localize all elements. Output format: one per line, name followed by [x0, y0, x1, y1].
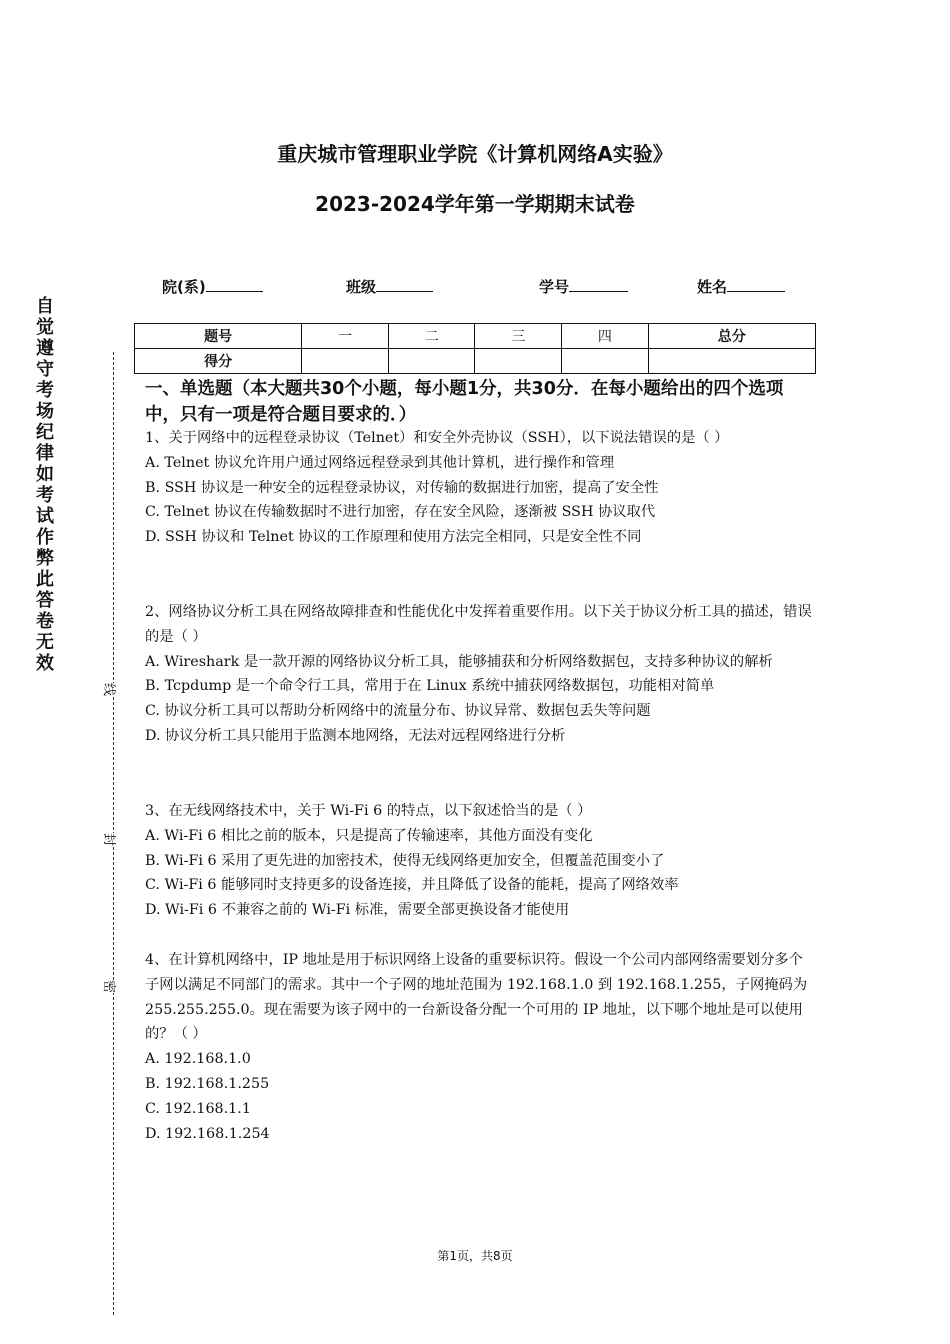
- score-cell[interactable]: [648, 349, 815, 374]
- department-field: [162, 276, 263, 297]
- notice-char: 遵: [36, 338, 54, 359]
- question-stem: 2、网络协议分析工具在网络故障排查和性能优化中发挥着重要作用。以下关于协议分析工具的描述，错误的是（ ）: [145, 604, 812, 645]
- name-label: 姓名: [697, 278, 728, 296]
- question-4: [145, 948, 815, 1146]
- option-d[interactable]: D. 192.168.1.254: [145, 1125, 270, 1142]
- exam-title-line1: 重庆城市管理职业学院《计算机网络A实验》: [277, 142, 673, 166]
- score-table-header-row: [135, 324, 816, 349]
- option-a[interactable]: A. 192.168.1.0: [145, 1051, 251, 1068]
- score-cell[interactable]: [388, 349, 475, 374]
- option-a[interactable]: A. Wi-Fi 6 相比之前的版本，只是提高了传输速率，其他方面没有变化: [145, 827, 593, 844]
- question-stem: 3、在无线网络技术中，关于 Wi-Fi 6 的特点，以下叙述恰当的是（ ）: [145, 803, 592, 819]
- question-1: [145, 426, 815, 550]
- department-blank[interactable]: [206, 277, 263, 292]
- notice-char: 效: [36, 653, 54, 674]
- option-d[interactable]: D. Wi-Fi 6 不兼容之前的 Wi-Fi 标准，需要全部更换设备才能使用: [145, 902, 570, 919]
- notice-char: 场: [36, 401, 54, 422]
- option-b[interactable]: B. SSH 协议是一种安全的远程登录协议，对传输的数据进行加密，提高了安全性: [145, 479, 659, 496]
- notice-char: 考: [36, 485, 54, 506]
- page-footer: 第1页，共8页: [437, 1249, 513, 1263]
- option-c[interactable]: C. 192.168.1.1: [145, 1100, 251, 1117]
- score-header-cell: 题号: [135, 324, 302, 349]
- student-id-field: [539, 276, 628, 297]
- notice-char: 试: [36, 506, 54, 527]
- notice-char: 考: [36, 380, 54, 401]
- option-d[interactable]: D. SSH 协议和 Telnet 协议的工作原理和使用方法完全相同，只是安全性不同: [145, 529, 642, 546]
- notice-char: 无: [36, 632, 54, 653]
- integrity-notice: [32, 296, 58, 674]
- notice-char: 觉: [36, 317, 54, 338]
- notice-char: 纪: [36, 422, 54, 443]
- notice-char: 此: [36, 569, 54, 590]
- student-id-label: 学号: [539, 278, 570, 296]
- name-field: [697, 276, 785, 297]
- cut-label-seal: 封: [99, 833, 122, 846]
- notice-char: 律: [36, 443, 54, 464]
- question-stem: 4、在计算机网络中，IP 地址是用于标识网络上设备的重要标识符。假设一个公司内部网络需要划分多个子网以满足不同部门的需求。其中一个子网的地址范围为 192.168.1.0 到 192.168.1.255，子网掩码为 255.255.255.0。现在需要为该子网中的一台新设备分配一个可用的 IP 地址，以下哪个地址是可以使用的？（ ）: [145, 952, 808, 1043]
- score-cell[interactable]: [562, 349, 649, 374]
- student-id-blank[interactable]: [569, 277, 628, 292]
- name-blank[interactable]: [727, 277, 785, 292]
- score-row-label: 得分: [135, 349, 302, 374]
- notice-char: 卷: [36, 611, 54, 632]
- class-field: [346, 276, 433, 297]
- score-header-cell: 二: [388, 324, 475, 349]
- exam-title-line2: 2023-2024学年第一学期期末试卷: [315, 192, 635, 216]
- cut-label-secret: 密: [99, 980, 122, 993]
- notice-char: 作: [36, 527, 54, 548]
- notice-char: 如: [36, 464, 54, 485]
- question-stem: 1、关于网络中的远程登录协议（Telnet）和安全外壳协议（SSH），以下说法错误的是（ ）: [145, 430, 729, 446]
- option-c[interactable]: C. Wi-Fi 6 能够同时支持更多的设备连接，并且降低了设备的能耗，提高了网络效率: [145, 877, 679, 894]
- score-table-score-row: [135, 349, 816, 374]
- score-header-cell: 总分: [648, 324, 815, 349]
- option-b[interactable]: B. Tcpdump 是一个命令行工具，常用于在 Linux 系统中捕获网络数据包，功能相对简单: [145, 678, 715, 695]
- cut-label-line: 线: [99, 683, 122, 696]
- notice-char: 弊: [36, 548, 54, 569]
- notice-char: 自: [36, 296, 54, 317]
- score-header-cell: 一: [302, 324, 389, 349]
- option-c[interactable]: C. Telnet 协议在传输数据时不进行加密，存在安全风险，逐渐被 SSH 协议取代: [145, 504, 656, 521]
- score-header-cell: 三: [475, 324, 562, 349]
- class-label: 班级: [346, 278, 377, 296]
- score-table: [134, 323, 816, 374]
- department-label: 院(系): [162, 278, 206, 296]
- option-b[interactable]: B. 192.168.1.255: [145, 1075, 270, 1092]
- option-b[interactable]: B. Wi-Fi 6 采用了更先进的加密技术，使得无线网络更加安全，但覆盖范围变小了: [145, 852, 665, 869]
- option-c[interactable]: C. 协议分析工具可以帮助分析网络中的流量分布、协议异常、数据包丢失等问题: [145, 703, 651, 720]
- question-2: [145, 600, 815, 749]
- question-3: [145, 799, 815, 923]
- option-d[interactable]: D. 协议分析工具只能用于监测本地网络，无法对远程网络进行分析: [145, 727, 566, 744]
- option-a[interactable]: A. Wireshark 是一款开源的网络协议分析工具，能够捕获和分析网络数据包，支持多种协议的解析: [145, 653, 773, 670]
- score-cell[interactable]: [475, 349, 562, 374]
- notice-char: 答: [36, 590, 54, 611]
- score-cell[interactable]: [302, 349, 389, 374]
- section-title: 一、单选题（本大题共30个小题，每小题1分，共30分．在每小题给出的四个选项中，只有一项是符合题目要求的．）: [145, 379, 784, 425]
- option-a[interactable]: A. Telnet 协议允许用户通过网络远程登录到其他计算机，进行操作和管理: [145, 454, 615, 471]
- class-blank[interactable]: [376, 277, 433, 292]
- notice-char: 守: [36, 359, 54, 380]
- score-header-cell: 四: [562, 324, 649, 349]
